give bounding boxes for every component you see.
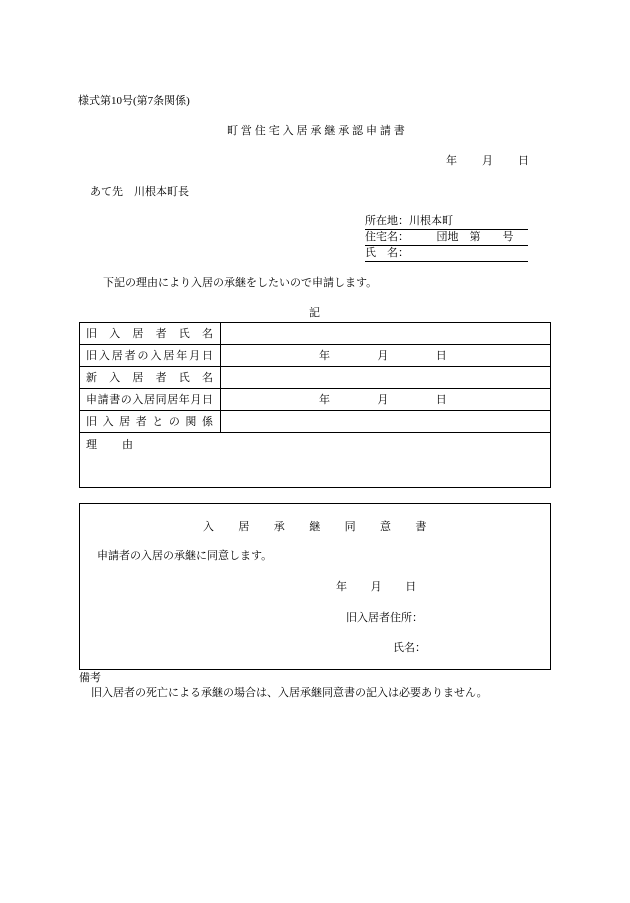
cohabitation-date-value (221, 389, 551, 411)
former-resident-name-value (221, 323, 551, 345)
former-resident-address-label: 旧入居者住所： (346, 612, 423, 624)
consent-statement: 申請者の入居の承継に同意します。 (97, 550, 273, 562)
cohabitation-date-label: 申請書の入居同居年月日 (80, 389, 221, 411)
addressee: あて先 川根本町長 (90, 186, 189, 198)
table-row (80, 367, 551, 389)
new-resident-name-label: 新 入 居 者 氏 名 (80, 367, 221, 389)
table-row (80, 411, 551, 433)
consent-title: 入 居 承 継 同 意 書 (203, 521, 434, 533)
former-resident-move-in-date-label: 旧入居者の入居年月日 (80, 345, 221, 367)
table-row (80, 389, 551, 411)
former-resident-move-in-date-value (221, 345, 551, 367)
relationship-value (221, 411, 551, 433)
table-row (80, 433, 551, 488)
reason-label: 理 由 (80, 433, 551, 488)
relationship-label: 旧 入 居 者 と の 関 係 (80, 411, 221, 433)
date-text: 年 月 日 (319, 349, 465, 362)
date-text: 年 月 日 (319, 393, 465, 406)
applicant-block (365, 214, 528, 262)
new-resident-name-value (221, 367, 551, 389)
application-date: 年 月 日 (446, 155, 536, 167)
consent-name-label: 氏名： (393, 642, 426, 654)
consent-date: 年 月 日 (336, 581, 423, 593)
ki-heading: 記 (309, 307, 320, 319)
applicant-address: 所在地：川根本町 (365, 214, 528, 230)
former-resident-name-label: 旧 入 居 者 氏 名 (80, 323, 221, 345)
form-number: 様式第10号(第7条関係) (78, 95, 190, 107)
notes-heading: 備考 (79, 672, 101, 684)
table-row (80, 345, 551, 367)
table-row (80, 323, 551, 345)
consent-box (79, 503, 551, 670)
application-statement: 下記の理由により入居の承継をしたいので申請します。 (103, 277, 378, 289)
application-table (79, 322, 551, 488)
document-title: 町営住宅入居承継承認申請書 (227, 125, 408, 137)
applicant-housing: 住宅名： 団地 第 号 (365, 230, 528, 246)
notes-text: 旧入居者の死亡による承継の場合は、入居承継同意書の記入は必要ありません。 (91, 687, 488, 699)
applicant-name: 氏 名： (365, 246, 528, 262)
